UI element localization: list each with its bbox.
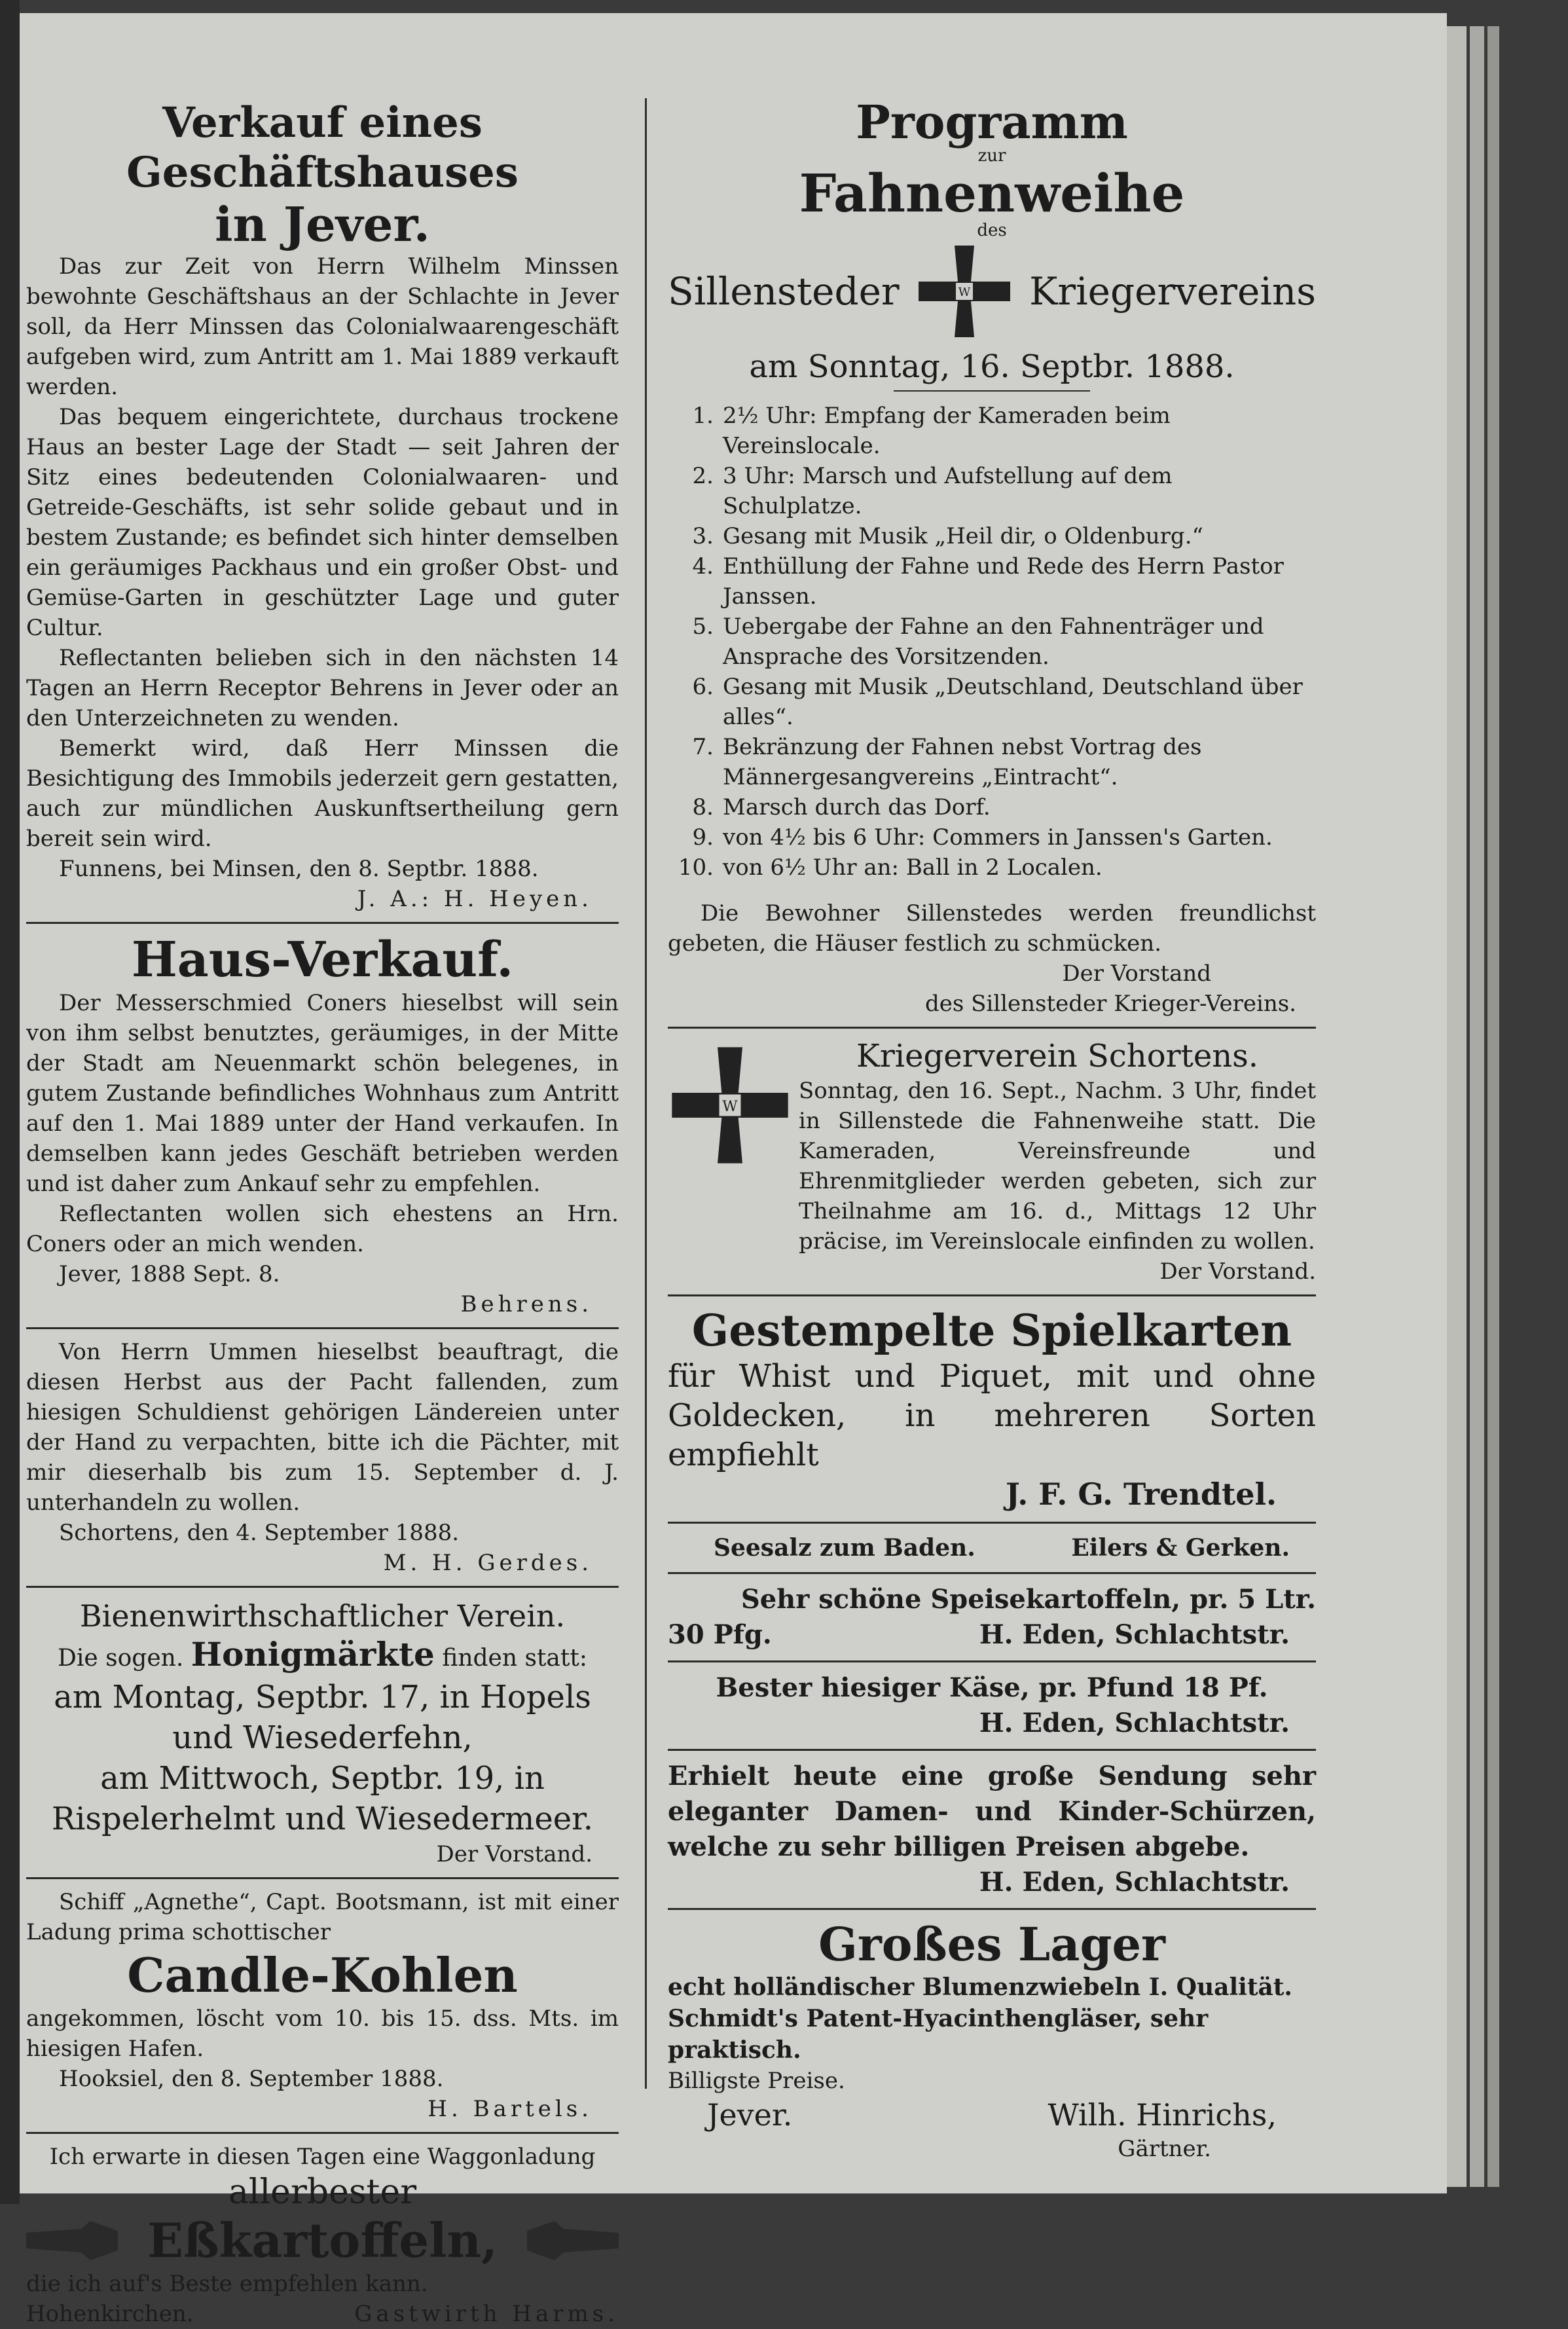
program-item xyxy=(668,401,1316,461)
program-item xyxy=(668,822,1316,853)
svg-text:W: W xyxy=(722,1097,738,1115)
page-edge xyxy=(1470,26,1484,2187)
event-date: am Sonntag, 16. Septbr. 1888. xyxy=(749,348,1235,385)
program-item-text: Marsch durch das Dorf. xyxy=(723,794,991,820)
ad-line xyxy=(26,1636,619,1677)
ad-signature: Eilers & Gerken. xyxy=(1071,1534,1290,1562)
ad-footer xyxy=(668,2096,1316,2134)
ad-seesalz xyxy=(668,1531,1316,1564)
program-item xyxy=(668,672,1316,732)
ad-text: Das zur Zeit von Herrn Wilhelm Minssen bewohnte Geschäftshaus an der Schlachte in Jever soll, da Herr Minssen das Colonialwaarengeschäft aufgeben wird, zum Antritt am 1. Mai 1889 verkauft werden. xyxy=(26,253,619,400)
separator xyxy=(668,1572,1316,1574)
ad-signature: Behrens. xyxy=(460,1291,593,1317)
ad-text: Von Herrn Ummen hieselbst beauftragt, die diesen Herbst aus der Pacht fallenden, zum hiesigen Schuldienst gehörigen Ländereien unter der Hand zu verpachten, bitte ich die Pächter, mit mir dieserhalb bis zum 15. September d. J. unterhandeln zu wollen. xyxy=(26,1339,619,1516)
svg-text:W: W xyxy=(958,285,971,299)
ad-text: Billigste Preise. xyxy=(668,2068,845,2094)
program-item-text: Enthüllung der Fahne und Rede des Herrn Pastor Janssen. xyxy=(723,553,1284,610)
ad-text: Ich erwarte in diesen Tagen eine Waggonladung xyxy=(49,2144,596,2170)
ad-title: Programm xyxy=(856,95,1128,149)
left-binding-shadow xyxy=(0,0,20,2204)
separator xyxy=(668,1027,1316,1029)
program-item-text: Bekränzung der Fahnen nebst Vortrag des Männergesangvereins „Eintracht“. xyxy=(723,734,1202,790)
ad-title: Gestempelte Spielkarten xyxy=(691,1305,1292,1356)
ad-signature: J. A.: H. Heyen. xyxy=(357,886,593,912)
ad-title: Verkauf eines Geschäftshauses xyxy=(126,98,519,197)
ad-text: Erhielt heute eine große Sendung sehr eleganter Damen- und Kinder-Schürzen, welche zu sehr billigen Preisen abgebe. xyxy=(668,1761,1316,1862)
ad-verpachtung xyxy=(26,1337,619,1578)
separator xyxy=(26,1586,619,1588)
program-item-text: 2½ Uhr: Empfang der Kameraden beim Vereinslocale. xyxy=(723,403,1171,459)
ad-signature: Der Vorstand. xyxy=(1159,1258,1316,1285)
program-item xyxy=(668,732,1316,792)
ad-text: Das bequem eingerichtete, durchaus trockene Haus an bester Lage der Stadt — seit Jahren der Sitz eines bedeutenden Colonialwaaren- und Getreide-Geschäfts, ist sehr solide gebaut und in bestem Zustande; es befindet sich hinter demselben ein geräumiges Packhaus und ein großer Obst- und Gemüse-Garten in geschützter Lage und guter Cultur. xyxy=(26,404,619,641)
program-item-number: 1. xyxy=(692,403,714,429)
ad-text: Die Bewohner Sillenstedes werden freundlichst gebeten, die Häuser festlich zu schmücken. xyxy=(668,900,1316,957)
program-item-number: 7. xyxy=(692,734,714,760)
separator xyxy=(26,1877,619,1879)
separator xyxy=(668,1294,1316,1296)
ad-title: Großes Lager xyxy=(818,1917,1165,1971)
ad-subtitle: allerbester xyxy=(228,2173,417,2212)
column-divider xyxy=(645,98,647,2089)
ad-signature: H. Bartels. xyxy=(428,2096,593,2122)
ad-place-date: Jever, 1888 Sept. 8. xyxy=(59,1261,280,1287)
right-column xyxy=(668,95,1316,2164)
iron-cross-icon xyxy=(915,242,1013,340)
separator xyxy=(26,1327,619,1329)
page-edge xyxy=(1447,26,1467,2187)
ad-signature: H. Eden, Schlachtstr. xyxy=(979,1708,1290,1738)
ad-text: Sehr schöne Speisekartoffeln, pr. 5 Ltr. xyxy=(740,1584,1316,1615)
ad-text: Die sogen. xyxy=(58,1645,184,1672)
ad-text: Bester hiesiger Käse, pr. Pfund 18 Pf. xyxy=(716,1672,1268,1703)
ad-text: Reflectanten belieben sich in den nächsten 14 Tagen an Herrn Receptor Behrens in Jever oder an den Unterzeichneten zu wenden. xyxy=(26,645,619,731)
ad-place-date: Hooksiel, den 8. September 1888. xyxy=(59,2066,444,2092)
ad-title: Candle-Kohlen xyxy=(127,1947,518,2003)
left-column xyxy=(26,98,619,2329)
ad-text: Reflectanten wollen sich ehestens an Hrn. Coners oder an mich wenden. xyxy=(26,1201,619,1257)
ad-title: in Jever. xyxy=(215,196,430,252)
ad-candle-kohlen xyxy=(26,1887,619,2124)
ad-signature-role: Gärtner. xyxy=(1118,2136,1211,2162)
program-list xyxy=(668,401,1316,883)
program-item-number: 3. xyxy=(692,523,714,549)
ad-text: am Montag, Septbr. 17, in Hopels und Wiesederfehn, xyxy=(54,1679,591,1756)
ad-signature: Der Vorstand. xyxy=(436,1841,593,1867)
ad-title: Haus-Verkauf. xyxy=(131,932,514,988)
ad-text: die ich auf's Beste empfehlen kann. xyxy=(26,2271,428,2297)
ad-text: finden statt: xyxy=(442,1645,587,1672)
ad-text: Sonntag, den 16. Sept., Nachm. 3 Uhr, findet in Sillenstede die Fahnenweihe statt. Die Kameraden, Vereinsfreunde und Ehrenmitglieder werden gebeten, sich zur Theilnahme am 16. d., Mittags 12 Uhr präcise, im Vereinslocale einfinden zu wollen. xyxy=(799,1078,1316,1255)
ad-text: echt holländischer Blumenzwiebeln I. Qualität. xyxy=(668,1973,1292,2001)
program-item-number: 2. xyxy=(692,463,714,489)
ad-geschaeftshaus xyxy=(26,98,619,914)
ad-haus-verkauf xyxy=(26,932,619,1319)
ad-programm xyxy=(668,95,1316,1019)
ad-price: 30 Pfg. xyxy=(668,1619,772,1650)
separator xyxy=(668,1749,1316,1751)
ad-title: Fahnenweihe xyxy=(799,162,1185,224)
ad-signature: Gastwirth Harms. xyxy=(354,2301,619,2327)
ad-speisekartoffeln xyxy=(668,1582,1316,1653)
ad-schuerzen xyxy=(668,1759,1316,1900)
ad-text: Bemerkt wird, daß Herr Minssen die Besichtigung des Immobils jederzeit gern gestatten, auch zur mündlichen Auskunftsertheilung gern bereit sein wird. xyxy=(26,735,619,852)
ad-small-text: des xyxy=(977,221,1007,240)
ad-blumenzwiebeln xyxy=(668,1918,1316,2164)
program-item-number: 10. xyxy=(678,854,714,881)
short-rule xyxy=(894,390,1090,392)
ad-signature: Wilh. Hinrichs, xyxy=(1048,2097,1277,2133)
ad-kriegerverein-schortens xyxy=(668,1036,1316,1287)
program-item xyxy=(668,461,1316,521)
separator xyxy=(668,1908,1316,1910)
separator xyxy=(26,2132,619,2134)
program-item-number: 9. xyxy=(692,824,714,851)
program-item-text: Gesang mit Musik „Deutschland, Deutschland über alles“. xyxy=(723,674,1303,730)
ad-text: Der Messerschmied Coners hieselbst will sein von ihm selbst benutztes, geräumiges, in der Mitte der Stadt am Neuenmarkt schön belegenes, in gutem Zustande befindliches Wohnhaus zum Antritt auf den 1. Mai 1889 unter der Hand verkaufen. In demselben kann jedes Geschäft betrieben werden und ist daher zum Ankauf sehr zu empfehlen. xyxy=(26,990,619,1197)
ad-place: Hohenkirchen. xyxy=(26,2301,194,2327)
separator xyxy=(26,922,619,924)
program-item-number: 8. xyxy=(692,794,714,820)
program-item xyxy=(668,853,1316,883)
program-item-text: 3 Uhr: Marsch und Aufstellung auf dem Schulplatze. xyxy=(723,463,1173,519)
ad-signature: Der Vorstand xyxy=(1062,961,1211,987)
ad-place-date: Schortens, den 4. September 1888. xyxy=(59,1520,460,1546)
ad-signature: H. Eden, Schlachtstr. xyxy=(979,1867,1290,1898)
ad-title: Kriegerverein Schortens. xyxy=(856,1038,1259,1074)
ad-text: Schmidt's Patent-Hyacinthengläser, sehr praktisch. xyxy=(668,2005,1209,2064)
ad-footer xyxy=(26,2299,619,2329)
separator xyxy=(668,1660,1316,1662)
ad-place-date: Funnens, bei Minsen, den 8. Septbr. 1888. xyxy=(59,856,539,882)
ad-highlight: Honigmärkte xyxy=(191,1635,435,1674)
ad-place: Jever. xyxy=(707,2097,793,2133)
pointing-hand-icon xyxy=(26,2221,118,2260)
ad-text: für Whist und Piquet, mit und ohne Goldecken, in mehreren Sorten empfiehlt xyxy=(668,1358,1316,1473)
program-item xyxy=(668,551,1316,612)
ad-spielkarten xyxy=(668,1304,1316,1514)
ad-signature: des Sillensteder Krieger-Vereins. xyxy=(924,991,1296,1017)
program-item-number: 6. xyxy=(692,674,714,700)
club-name-row xyxy=(668,242,1316,340)
ad-kaese xyxy=(668,1670,1316,1741)
program-item-text: Uebergabe der Fahne an den Fahnenträger und Ansprache des Vorsitzenden. xyxy=(723,614,1264,670)
ad-signature: M. H. Gerdes. xyxy=(383,1550,593,1576)
program-item-number: 5. xyxy=(692,614,714,640)
program-item xyxy=(668,612,1316,672)
ad-text: angekommen, löscht vom 10. bis 15. dss. Mts. im hiesigen Hafen. xyxy=(26,2006,619,2062)
program-item xyxy=(668,521,1316,551)
club-name: Sillensteder xyxy=(668,269,900,314)
club-name: Kriegervereins xyxy=(1029,269,1316,314)
separator xyxy=(668,1522,1316,1524)
program-item-number: 4. xyxy=(692,553,714,579)
program-item xyxy=(668,792,1316,822)
ad-title: Bienenwirthschaftlicher Verein. xyxy=(79,1598,566,1634)
ad-small-text: zur xyxy=(977,146,1006,166)
program-item-text: Gesang mit Musik „Heil dir, o Oldenburg.“ xyxy=(723,523,1203,549)
ad-text: Schiff „Agnethe“, Capt. Bootsmann, ist mit einer Ladung prima schottischer xyxy=(26,1889,619,1945)
ad-body xyxy=(799,1036,1316,1287)
program-item-text: von 4½ bis 6 Uhr: Commers in Janssen's Garten. xyxy=(723,824,1273,851)
ad-text: am Mittwoch, Septbr. 19, in Rispelerhelmt und Wiesedermeer. xyxy=(51,1760,594,1837)
ad-esskartoffeln xyxy=(26,2142,619,2329)
ad-signature: H. Eden, Schlachtstr. xyxy=(979,1619,1290,1650)
ad-title: Eßkartoffeln, xyxy=(147,2212,498,2268)
program-item-text: von 6½ Uhr an: Ball in 2 Localen. xyxy=(723,854,1103,881)
ad-text: Seesalz zum Baden. xyxy=(714,1534,975,1562)
page-edge xyxy=(1487,26,1499,2187)
ad-signature: J. F. G. Trendtel. xyxy=(1006,1476,1277,1512)
ad-bienen-verein xyxy=(26,1596,619,1869)
ad-title-row xyxy=(26,2212,619,2269)
ad-footer xyxy=(668,1617,1316,1653)
iron-cross-icon xyxy=(668,1043,792,1167)
pointing-hand-icon xyxy=(527,2221,619,2260)
